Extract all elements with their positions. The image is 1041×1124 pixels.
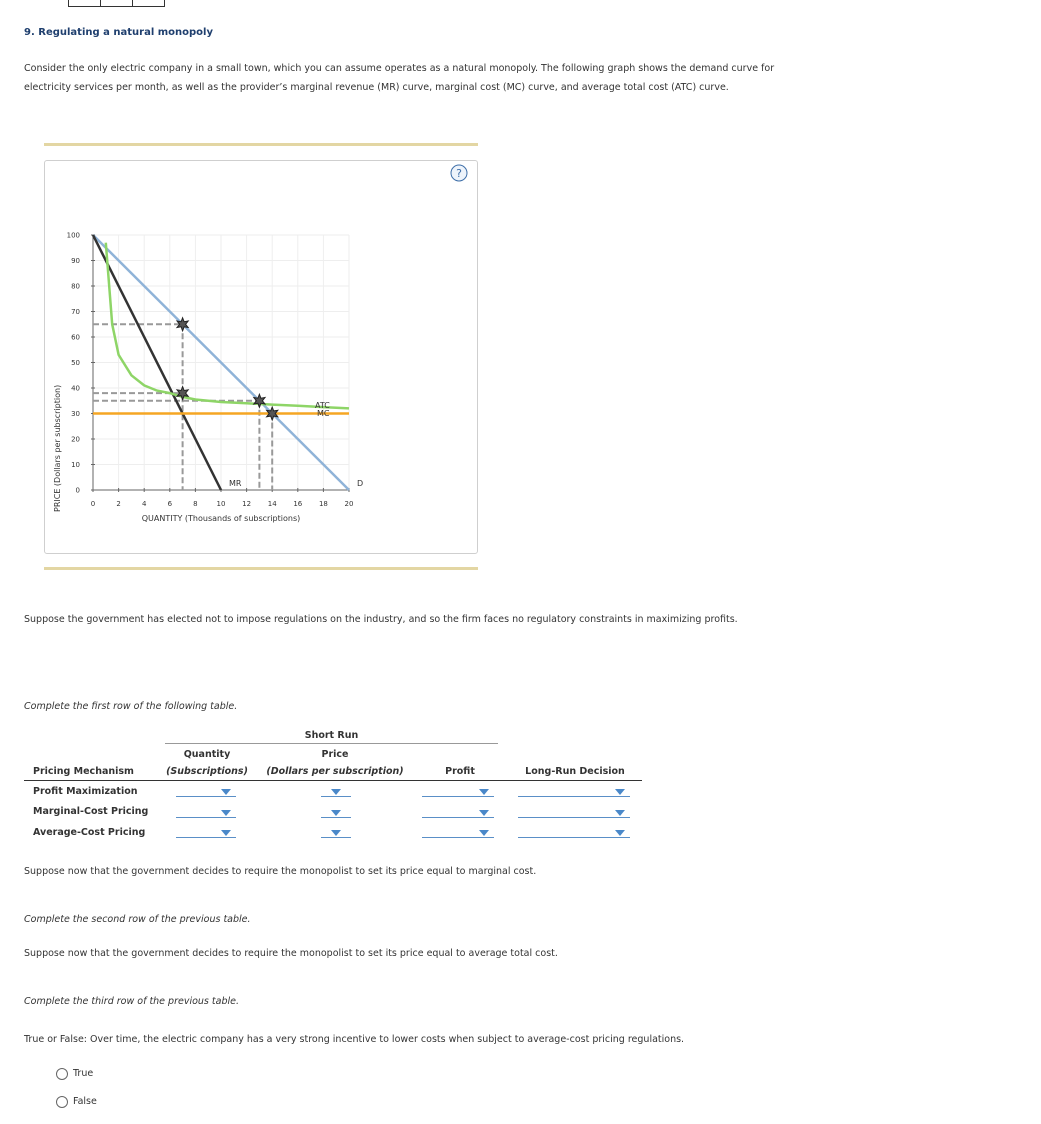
y-tick-label: 80 <box>71 282 80 291</box>
x-tick-label: 18 <box>318 500 328 508</box>
instruction-first-row: Complete the first row of the following table. <box>24 701 238 712</box>
chevron-down-icon <box>221 789 231 795</box>
x-tick-label: 20 <box>344 500 354 508</box>
divider-top <box>44 143 478 146</box>
x-tick-label: 14 <box>267 500 277 508</box>
row-profit-maximization: Profit Maximization <box>33 786 138 797</box>
mc-pricing-text: Suppose now that the government decides to require the monopolist to set its price equal to marginal cost. <box>24 866 537 877</box>
y-tick-label: 50 <box>71 359 80 367</box>
y-tick-label: 40 <box>71 384 80 393</box>
mc-label: MC <box>317 409 330 418</box>
short-run-header: Short Run <box>304 730 359 741</box>
x-tick-label: 12 <box>242 500 252 508</box>
market-graph <box>44 160 476 552</box>
divider-bottom <box>44 567 478 570</box>
chevron-down-icon <box>221 810 231 816</box>
y-tick-label: 70 <box>71 308 80 316</box>
quantity-dropdown[interactable] <box>176 828 236 838</box>
price-dropdown[interactable] <box>321 808 351 818</box>
x-tick-label: 6 <box>167 500 173 508</box>
answer-box <box>68 0 101 7</box>
chevron-down-icon <box>331 830 341 836</box>
long-run-dropdown[interactable] <box>518 828 630 838</box>
long-run-dropdown[interactable] <box>518 787 630 797</box>
d-label: D <box>357 479 364 488</box>
row-average-cost-pricing: Average-Cost Pricing <box>33 827 146 838</box>
help-icon-label: ? <box>456 167 462 180</box>
price-dropdown[interactable] <box>321 787 351 797</box>
no-regulation-text: Suppose the government has elected not to impose regulations on the industry, and so the firm faces no regulatory constraints in maximizing profits. <box>24 614 738 625</box>
answer-box <box>100 0 133 7</box>
profit-dropdown[interactable] <box>422 828 494 838</box>
chevron-down-icon <box>615 810 625 816</box>
y-tick-label: 90 <box>71 257 80 265</box>
series-atc-line <box>106 243 349 409</box>
atc-pricing-text: Suppose now that the government decides to require the monopolist to set its price equal to average total cost. <box>24 948 558 959</box>
false-radio[interactable] <box>56 1096 68 1108</box>
chevron-down-icon <box>331 789 341 795</box>
profit-header: Profit <box>445 766 475 777</box>
y-axis-label: PRICE (Dollars per subscription) <box>53 384 62 512</box>
chevron-down-icon <box>479 789 489 795</box>
quantity-unit-header: (Subscriptions) <box>166 766 248 777</box>
x-axis-label: QUANTITY (Thousands of subscriptions) <box>141 514 301 523</box>
y-tick-label: 0 <box>75 486 80 495</box>
x-tick-label: 4 <box>141 500 147 508</box>
x-tick-label: 0 <box>90 500 96 508</box>
false-label[interactable]: False <box>73 1096 97 1107</box>
instruction-second-row: Complete the second row of the previous table. <box>24 914 251 925</box>
y-tick-label: 30 <box>71 410 80 418</box>
true-false-question: True or False: Over time, the electric company has a very strong incentive to lower costs when subject to average-cost pricing regulations. <box>24 1034 685 1045</box>
row-marginal-cost-pricing: Marginal-Cost Pricing <box>33 806 149 817</box>
chevron-down-icon <box>615 789 625 795</box>
chevron-down-icon <box>615 830 625 836</box>
y-tick-label: 10 <box>71 461 80 469</box>
x-tick-label: 10 <box>216 500 226 508</box>
quantity-header: Quantity <box>183 749 231 760</box>
answer-box <box>132 0 165 7</box>
chevron-down-icon <box>479 830 489 836</box>
price-dropdown[interactable] <box>321 828 351 838</box>
mr-label: MR <box>229 479 242 488</box>
long-run-dropdown[interactable] <box>518 808 630 818</box>
short-run-rule <box>165 743 498 744</box>
chevron-down-icon <box>221 830 231 836</box>
profit-dropdown[interactable] <box>422 787 494 797</box>
y-tick-label: 20 <box>71 435 80 444</box>
x-tick-label: 2 <box>116 500 121 508</box>
price-header: Price <box>321 749 349 760</box>
x-tick-label: 16 <box>293 500 303 508</box>
pricing-mechanism-header: Pricing Mechanism <box>33 766 134 777</box>
y-tick-label: 60 <box>71 333 80 342</box>
previous-question-boxes <box>68 0 164 6</box>
question-intro: Consider the only electric company in a small town, which you can assume operates as a natural monopoly. The following graph shows the demand curve for electricity services per month, as well as the provider’s marginal revenue (MR) curve, marginal cost (MC) curve, and average total cost (ATC) curve. <box>24 63 775 93</box>
price-unit-header: (Dollars per subscription) <box>266 766 404 777</box>
profit-dropdown[interactable] <box>422 808 494 818</box>
atc-label: ATC <box>315 401 330 410</box>
chevron-down-icon <box>331 810 341 816</box>
x-tick-label: 8 <box>193 500 198 508</box>
long-run-header: Long-Run Decision <box>525 766 625 777</box>
question-heading: 9. Regulating a natural monopoly <box>24 27 213 38</box>
true-radio[interactable] <box>56 1068 68 1080</box>
quantity-dropdown[interactable] <box>176 808 236 818</box>
table-header-rule <box>24 780 642 781</box>
quantity-dropdown[interactable] <box>176 787 236 797</box>
chevron-down-icon <box>479 810 489 816</box>
true-label[interactable]: True <box>73 1068 94 1079</box>
instruction-third-row: Complete the third row of the previous table. <box>24 996 239 1007</box>
y-tick-label: 100 <box>66 231 80 240</box>
